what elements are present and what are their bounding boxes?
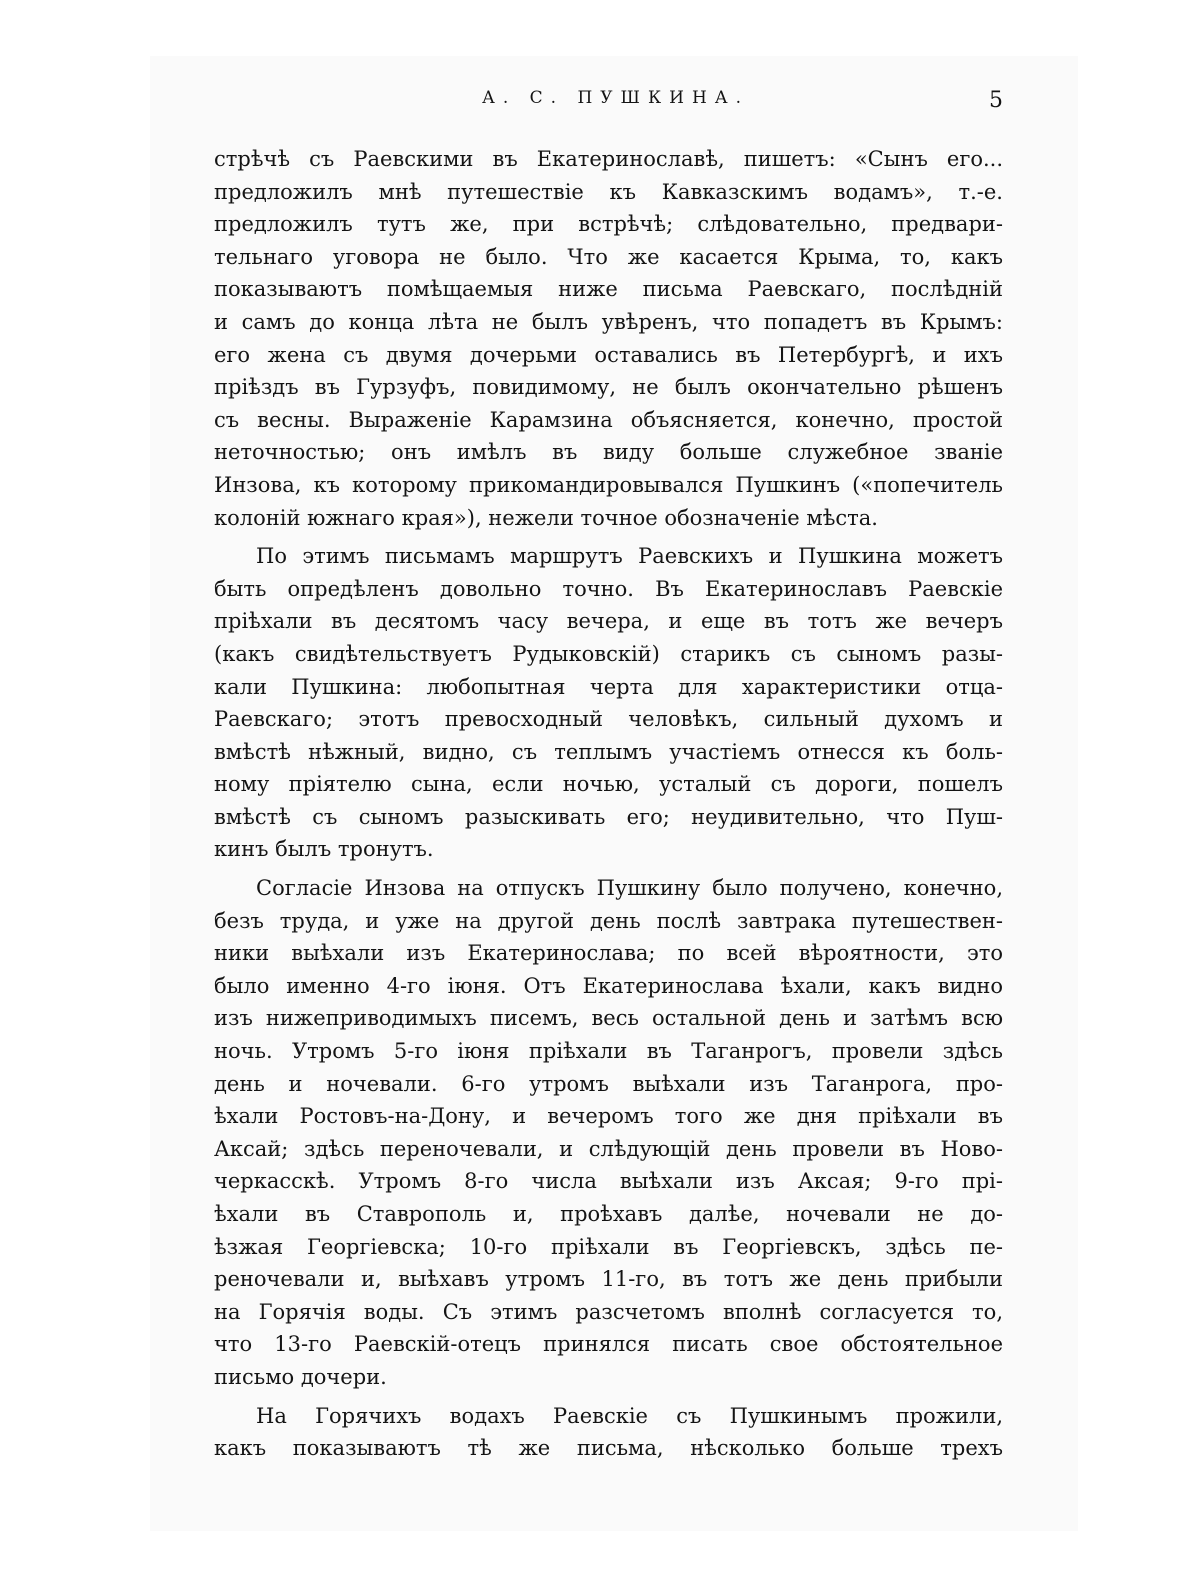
text-line: реночевали и, выѣхавъ утромъ 11-го, въ тотъ же день прибыли (214, 1267, 1003, 1292)
running-head-title: А. С. ПУШКИНА. (481, 88, 750, 108)
text-line: тельнаго уговора не было. Что же касается Крыма, то, какъ (214, 244, 1003, 269)
text-line: Аксай; здѣсь переночевали, и слѣдующій день провели въ Ново- (214, 1136, 1003, 1161)
text-line: быть опредѣленъ довольно точно. Въ Екатеринославъ Раевскіе (214, 576, 1003, 601)
text-line: и самъ до конца лѣта не былъ увѣренъ, что попадетъ въ Крымъ: (214, 309, 1003, 334)
text-line: колоній южнаго края»), нежели точное обозначеніе мѣста. (214, 505, 878, 530)
text-line: На Горячихъ водахъ Раевскіе съ Пушкинымъ прожили, (256, 1403, 1003, 1428)
text-line: показываютъ помѣщаемыя ниже письма Раевскаго, послѣдній (214, 277, 1003, 302)
paragraph (214, 143, 1003, 534)
text-line: предложилъ мнѣ путешествіе къ Кавказскимъ водамъ», т.-е. (214, 179, 1003, 204)
paragraph (214, 872, 1003, 1394)
text-line: пріѣздъ въ Гурзуфъ, повидимому, не былъ окончательно рѣшенъ (214, 375, 1003, 400)
text-line: его жена съ двумя дочерьми оставались въ Петербургѣ, и ихъ (214, 342, 1003, 367)
text-line: что 13-го Раевскій-отецъ принялся писать свое обстоятельное (214, 1332, 1003, 1357)
text-line: вмѣстѣ нѣжный, видно, съ теплымъ участіемъ отнесся къ боль- (214, 739, 1003, 764)
text-line: вмѣстѣ съ сыномъ разыскивать его; неудивительно, что Пуш- (214, 804, 1003, 829)
text-line: кали Пушкина: любопытная черта для характеристики отца- (214, 674, 1003, 699)
text-line: черкасскѣ. Утромъ 8-го числа выѣхали изъ Аксая; 9-го прі- (214, 1169, 1003, 1194)
text-line: предложилъ тутъ же, при встрѣчѣ; слѣдовательно, предвари- (214, 212, 1003, 237)
text-line: По этимъ письмамъ маршрутъ Раевскихъ и Пушкина можетъ (256, 544, 1003, 569)
text-line: на Горячія воды. Съ этимъ разсчетомъ вполнѣ согласуется то, (214, 1299, 1003, 1324)
text-line: Согласіе Инзова на отпускъ Пушкину было получено, конечно, (256, 876, 1003, 901)
page-number: 5 (989, 88, 1003, 113)
text-line: ночь. Утромъ 5-го іюня пріѣхали въ Таганрогъ, провели здѣсь (214, 1039, 1003, 1064)
text-line: ному пріятелю сына, если ночью, усталый съ дороги, пошелъ (214, 772, 1003, 797)
text-line: изъ нижеприводимыхъ писемъ, весь остальной день и затѣмъ всю (214, 1006, 1003, 1031)
text-line: съ весны. Выраженіе Карамзина объясняется, конечно, простой (214, 407, 1003, 432)
text-line: (какъ свидѣтельствуетъ Рудыковскій) старикъ съ сыномъ разы- (214, 641, 1003, 666)
text-line: неточностью; онъ имѣлъ въ виду больше служебное званіе (214, 440, 1003, 465)
text-line: ники выѣхали изъ Екатеринослава; по всей вѣроятности, это (214, 941, 1003, 966)
text-line: Инзова, къ которому прикомандировывался Пушкинъ («попечитель (214, 472, 1003, 497)
text-line: пріѣхали въ десятомъ часу вечера, и еще въ тотъ же вечеръ (214, 609, 1003, 634)
text-line: какъ показываютъ тѣ же письма, нѣсколько больше трехъ (214, 1436, 1003, 1461)
running-header (228, 88, 1003, 118)
text-line: кинъ былъ тронутъ. (214, 837, 434, 862)
text-line: письмо дочери. (214, 1364, 387, 1389)
paragraph (214, 1400, 1003, 1465)
text-line: ѣзжая Георгіевска; 10-го пріѣхали въ Георгіевскъ, здѣсь пе- (214, 1234, 1003, 1259)
text-line: день и ночевали. 6-го утромъ выѣхали изъ Таганрога, про- (214, 1071, 1003, 1096)
text-line: Раевскаго; этотъ превосходный человѣкъ, сильный духомъ и (214, 707, 1003, 732)
text-line: стрѣчѣ съ Раевскими въ Екатеринославѣ, пишетъ: «Сынъ его... (214, 147, 1003, 171)
text-line: ѣхали Ростовъ-на-Дону, и вечеромъ того же дня пріѣхали въ (214, 1104, 1003, 1129)
text-line: безъ труда, и уже на другой день послѣ завтрака путешествен- (214, 908, 1003, 933)
text-line: ѣхали въ Ставрополь и, проѣхавъ далѣе, ночевали не до- (214, 1202, 1003, 1226)
text-line: было именно 4-го іюня. Отъ Екатеринослава ѣхали, какъ видно (214, 973, 1003, 998)
paragraph (214, 540, 1003, 866)
body-text (214, 143, 1003, 1471)
